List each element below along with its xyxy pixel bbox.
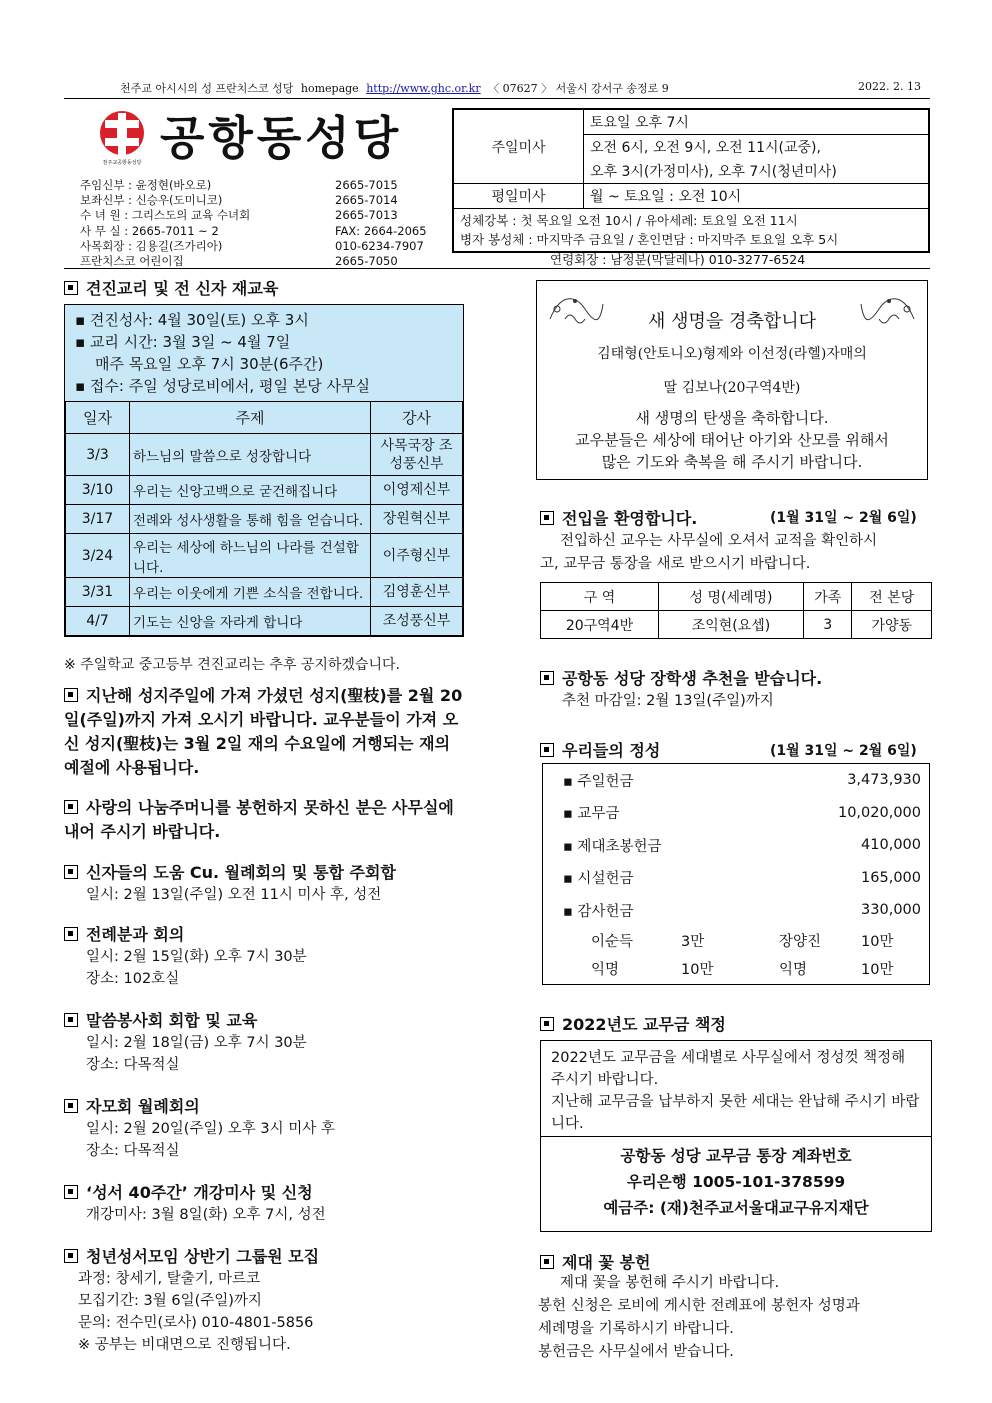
mass-schedule bbox=[452, 108, 930, 253]
flowers-heading: 제대 꽃 봉헌 bbox=[540, 1250, 650, 1273]
offering-row bbox=[543, 797, 929, 830]
donor-name: 장양진 bbox=[779, 934, 822, 950]
offerings-box bbox=[542, 763, 930, 985]
palm-notice: 지난해 성지주일에 가져 가셨던 성지(聖枝)를 2월 20일(주일)까지 가져 오시기 바랍니다. 교우분들이 가져 오신 성지(聖枝)는 3월 2일 재의 수요일에 거행되는 재의 예절에 사용됩니다. bbox=[64, 686, 463, 777]
staff-role: 주임신부 : 윤정현(바오로) bbox=[80, 178, 212, 192]
staff-role: 보좌신부 : 신승우(도미니코) bbox=[80, 193, 223, 208]
new-life-parents: 김태형(안토니오)형제와 이선정(라헬)자매의 bbox=[597, 346, 867, 362]
mass-note: 병자 봉성체 : 마지막주 금요일 / 혼인면담 : 마지막주 토요일 오후 5시 bbox=[460, 232, 839, 247]
offering-row bbox=[543, 862, 929, 895]
offering-row bbox=[543, 894, 929, 927]
session-topic: 우리는 이웃에게 기쁜 소식을 전합니다. bbox=[130, 578, 371, 607]
donor-row bbox=[543, 955, 929, 983]
homepage-label: homepage bbox=[300, 82, 359, 95]
session-topic: 우리는 세상에 하느님의 나라를 건설합니다. bbox=[130, 534, 371, 578]
table-row bbox=[66, 607, 463, 636]
bullet-box-icon bbox=[540, 743, 554, 757]
staff-phone: 2665-7014 bbox=[335, 193, 398, 208]
sunday-mass-time: 오후 3시(가정미사), 오후 7시(청년미사) bbox=[584, 159, 929, 184]
donor-amount: 3만 bbox=[681, 934, 705, 950]
staff-row bbox=[80, 239, 427, 254]
staff-row bbox=[80, 193, 427, 208]
new-life-box bbox=[536, 280, 928, 480]
bullet-box-icon bbox=[64, 927, 78, 941]
bullet-box-icon bbox=[64, 1249, 78, 1263]
meeting-heading bbox=[64, 1094, 200, 1117]
offering-amount: 3,473,930 bbox=[847, 772, 921, 789]
offering-amount: 10,020,000 bbox=[837, 804, 921, 821]
parish-full-name: 천주교 아시시의 성 프란치스코 성당 bbox=[120, 82, 294, 95]
column-header: 강사 bbox=[371, 402, 463, 434]
meeting-detail: 일시: 2월 18일(금) 오후 7시 30분 bbox=[86, 1035, 307, 1051]
donor-name: 익명 bbox=[591, 962, 620, 978]
table-row bbox=[541, 611, 932, 639]
bullet-box-icon bbox=[64, 688, 78, 702]
offerings-period: (1월 31일 ~ 2월 6일) bbox=[770, 743, 917, 759]
catechism-table bbox=[65, 401, 463, 636]
session-topic: 우리는 신앙고백으로 굳건해집니다 bbox=[130, 476, 371, 505]
catechism-info: ▪ 견진성사: 4월 30일(토) 오후 3시 bbox=[75, 311, 309, 329]
meeting-detail: 일시: 2월 13일(주일) 오전 11시 미사 후, 성전 bbox=[86, 887, 382, 903]
new-life-child: 딸 김보나(20구역4반) bbox=[663, 380, 801, 396]
dues-heading: 2022년도 교무금 책정 bbox=[540, 1012, 726, 1035]
table-row bbox=[66, 476, 463, 505]
bullet-box-icon bbox=[64, 865, 78, 879]
staff-phone: 2665-7013 bbox=[335, 208, 398, 223]
column-header: 일자 bbox=[66, 402, 130, 434]
account-number: 우리은행 1005-101-378599 bbox=[626, 1173, 846, 1191]
table-row bbox=[66, 505, 463, 534]
meeting-detail: 장소: 102호실 bbox=[86, 971, 180, 987]
staff-directory bbox=[80, 178, 427, 269]
weekday-mass-label: 평일미사 bbox=[454, 184, 584, 209]
table-cell: 3 bbox=[804, 611, 852, 639]
flourish-icon bbox=[859, 289, 919, 329]
meeting-heading bbox=[64, 922, 184, 945]
catechism-info: 매주 목요일 오후 7시 30분(6주간) bbox=[95, 355, 324, 373]
catechism-note: ※ 주일학교 중고등부 견진교리는 추후 공지하겠습니다. bbox=[64, 657, 400, 673]
table-cell: 가양동 bbox=[852, 611, 932, 639]
table-row bbox=[66, 434, 463, 476]
offering-label: ▪ 교무금 bbox=[563, 806, 620, 823]
meeting-detail: 과정: 창세기, 탈출기, 마르코 bbox=[78, 1271, 261, 1287]
offering-label: ▪ 제대초봉헌금 bbox=[563, 838, 662, 855]
offering-amount: 330,000 bbox=[861, 902, 921, 919]
staff-role: 사 무 실 : 2665-7011 ~ 2 bbox=[80, 223, 219, 238]
table-row bbox=[66, 578, 463, 607]
staff-phone: 2665-7050 bbox=[335, 254, 398, 269]
catechism-box bbox=[64, 304, 464, 637]
mass-note: 성체강복 : 첫 목요일 오전 10시 / 유아세례: 토요일 오전 11시 bbox=[460, 213, 798, 228]
session-topic: 기도는 신앙을 자라게 합니다 bbox=[130, 607, 371, 636]
staff-row bbox=[80, 254, 427, 269]
session-teacher: 이주형신부 bbox=[371, 534, 463, 578]
bullet-box-icon bbox=[64, 1185, 78, 1199]
bullet-box-icon bbox=[64, 800, 78, 814]
sunday-mass-time: 오전 6시, 오전 9시, 오전 11시(교중), bbox=[584, 135, 929, 160]
meeting-detail: 일시: 2월 15일(화) 오후 7시 30분 bbox=[86, 949, 307, 965]
page-title: 공항동성당 bbox=[160, 111, 403, 165]
sharing-notice: 사랑의 나눔주머니를 봉헌하지 못하신 분은 사무실에 내어 주시기 바랍니다. bbox=[64, 798, 454, 841]
offering-row bbox=[543, 764, 929, 797]
newcomer-table bbox=[540, 582, 932, 639]
bullet-box-icon bbox=[64, 1013, 78, 1027]
section-divider bbox=[64, 268, 930, 269]
meeting-heading bbox=[64, 1180, 313, 1203]
staff-phone: FAX: 2664-2065 bbox=[335, 223, 427, 238]
meeting-title: ‘성서 40주간’ 개강미사 및 신청 bbox=[86, 1183, 313, 1202]
flourish-icon bbox=[545, 289, 605, 329]
bullet-box-icon bbox=[540, 671, 554, 685]
table-cell: 조익현(요셉) bbox=[658, 611, 803, 639]
meeting-title: 말씀봉사회 회합 및 교육 bbox=[86, 1011, 258, 1030]
new-life-line: 많은 기도와 축복을 해 주시기 바랍니다. bbox=[601, 453, 863, 471]
offering-label: ▪ 주일헌금 bbox=[563, 773, 634, 790]
staff-role: 수 녀 원 : 그리스도의 교육 수녀회 bbox=[80, 208, 251, 223]
meeting-detail: 장소: 다목적실 bbox=[86, 1143, 180, 1159]
scholarship-text: 추천 마감일: 2월 13일(주일)까지 bbox=[562, 693, 774, 709]
flowers-text: 제대 꽃을 봉헌해 주시기 바랍니다. bbox=[560, 1275, 780, 1291]
session-teacher: 김영훈신부 bbox=[371, 578, 463, 607]
offerings-heading: 우리들의 정성 bbox=[540, 738, 660, 761]
flowers-text: 세례명을 기록하시기 바랍니다. bbox=[538, 1321, 734, 1337]
bullet-box-icon bbox=[540, 511, 554, 525]
donor-name: 익명 bbox=[779, 962, 808, 978]
welcome-heading: 전입을 환영합니다. bbox=[540, 506, 697, 529]
donor-amount: 10만 bbox=[681, 962, 714, 978]
catechism-info: ▪ 교리 시간: 3월 3일 ~ 4월 7일 bbox=[75, 333, 291, 351]
meeting-title: 청년성서모임 상반기 그룹원 모집 bbox=[86, 1247, 320, 1266]
issue-date: 2022. 2. 13 bbox=[858, 80, 921, 93]
address: 〈 07627 〉 서울시 강서구 송정로 9 bbox=[488, 82, 669, 95]
session-date: 3/24 bbox=[66, 534, 130, 578]
session-date: 3/31 bbox=[66, 578, 130, 607]
new-life-title: 새 생명을 경축합니다 bbox=[648, 311, 816, 332]
catechism-heading: 견진교리 및 전 신자 재교육 bbox=[64, 276, 278, 299]
account-title: 공항동 성당 교무금 통장 계좌번호 bbox=[620, 1147, 852, 1165]
session-teacher: 조성풍신부 bbox=[371, 607, 463, 636]
meeting-detail: 모집기간: 3월 6일(주일)까지 bbox=[78, 1293, 262, 1309]
meeting-detail: 장소: 다목적실 bbox=[86, 1057, 180, 1073]
svg-text:천주교공항동성당: 천주교공항동성당 bbox=[102, 160, 142, 166]
offering-label: ▪ 감사헌금 bbox=[563, 903, 634, 920]
bullet-box-icon bbox=[64, 1099, 78, 1113]
offering-amount: 410,000 bbox=[861, 837, 921, 854]
session-teacher: 장원혁신부 bbox=[371, 505, 463, 534]
meeting-heading bbox=[64, 1008, 257, 1031]
parish-logo-icon bbox=[95, 108, 150, 166]
column-header: 주제 bbox=[130, 402, 371, 434]
flowers-text: 봉헌금은 사무실에서 받습니다. bbox=[538, 1344, 734, 1360]
bullet-box-icon bbox=[540, 1255, 554, 1269]
session-topic: 하느님의 말씀으로 성장합니다 bbox=[130, 434, 371, 476]
session-date: 3/10 bbox=[66, 476, 130, 505]
sunday-mass-time: 토요일 오후 7시 bbox=[584, 110, 929, 135]
session-topic: 전례와 성사생활을 통해 힘을 얻습니다. bbox=[130, 505, 371, 534]
session-teacher: 이영제신부 bbox=[371, 476, 463, 505]
new-life-line: 새 생명의 탄생을 축하합니다. bbox=[635, 409, 829, 427]
dues-box bbox=[540, 1040, 932, 1232]
table-cell: 20구역4반 bbox=[541, 611, 659, 639]
header-line bbox=[120, 80, 673, 96]
bullet-box-icon bbox=[540, 1017, 554, 1031]
staff-role: 사목회장 : 김용길(즈가리아) bbox=[80, 238, 223, 253]
flowers-text: 봉헌 신청은 로비에 게시한 전례표에 봉헌자 성명과 bbox=[538, 1298, 860, 1314]
meeting-detail: 문의: 전수민(로사) 010-4801-5856 bbox=[78, 1315, 314, 1331]
staff-row bbox=[80, 178, 427, 193]
session-date: 3/17 bbox=[66, 505, 130, 534]
donor-row bbox=[543, 927, 929, 955]
meeting-heading bbox=[64, 860, 396, 883]
scholarship-heading: 공항동 성당 장학생 추천을 받습니다. bbox=[540, 666, 822, 689]
bullet-box-icon bbox=[64, 281, 78, 295]
funeral-society-contact: 연령회장 : 남정분(막달레나) 010-3277-6524 bbox=[550, 252, 806, 267]
donor-amount: 10만 bbox=[861, 962, 894, 978]
account-holder: 예금주: (재)천주교서울대교구유지재단 bbox=[603, 1199, 869, 1217]
staff-row bbox=[80, 224, 427, 239]
weekday-mass-time: 월 ~ 토요일 : 오전 10시 bbox=[584, 184, 929, 209]
sunday-mass-label: 주일미사 bbox=[454, 110, 584, 184]
welcome-text: 전입하신 교우는 사무실에 오셔서 교적을 확인하시 bbox=[560, 533, 878, 549]
catechism-info: ▪ 접수: 주일 성당로비에서, 평일 본당 사무실 bbox=[75, 377, 370, 395]
column-header: 전 본당 bbox=[852, 583, 932, 611]
staff-phone: 010-6234-7907 bbox=[335, 238, 424, 253]
session-date: 3/3 bbox=[66, 434, 130, 476]
meeting-heading bbox=[64, 1244, 319, 1267]
offering-row bbox=[543, 829, 929, 862]
donor-amount: 10만 bbox=[861, 934, 894, 950]
staff-row bbox=[80, 208, 427, 223]
dues-text: 지난해 교무금을 납부하지 못한 세대는 완납해 주시기 바랍니다. bbox=[551, 1094, 920, 1132]
meeting-title: 전례분과 회의 bbox=[86, 925, 185, 944]
meeting-detail: 개강미사: 3월 8일(화) 오후 7시, 성전 bbox=[86, 1207, 326, 1223]
welcome-text: 고, 교무금 통장을 새로 받으시기 바랍니다. bbox=[540, 556, 811, 572]
meeting-title: 자모회 월례회의 bbox=[86, 1097, 200, 1116]
staff-role: 프란치스코 어린이집 bbox=[80, 254, 184, 269]
meeting-title: 신자들의 도움 Cu. 월례회의 및 통합 주회합 bbox=[86, 863, 396, 882]
table-row bbox=[66, 534, 463, 578]
session-teacher: 사목국장 조성풍신부 bbox=[371, 434, 463, 476]
session-date: 4/7 bbox=[66, 607, 130, 636]
offering-label: ▪ 시설헌금 bbox=[563, 871, 634, 888]
meeting-detail: ※ 공부는 비대면으로 진행됩니다. bbox=[78, 1337, 291, 1353]
dues-text: 2022년도 교무금을 세대별로 사무실에서 정성껏 책정해 주시기 바랍니다. bbox=[551, 1050, 906, 1088]
column-header: 성 명(세례명) bbox=[658, 583, 803, 611]
column-header: 구 역 bbox=[541, 583, 659, 611]
meeting-detail: 일시: 2월 20일(주일) 오후 3시 미사 후 bbox=[86, 1121, 335, 1137]
new-life-line: 교우분들은 세상에 태어난 아기와 산모를 위해서 bbox=[575, 431, 889, 449]
staff-phone: 2665-7015 bbox=[335, 178, 398, 192]
welcome-period: (1월 31일 ~ 2월 6일) bbox=[770, 510, 917, 526]
header-divider bbox=[64, 98, 930, 99]
donor-name: 이순득 bbox=[591, 934, 634, 950]
offering-amount: 165,000 bbox=[861, 869, 921, 886]
homepage-link[interactable]: http://www.ghc.or.kr bbox=[366, 82, 481, 95]
column-header: 가족 bbox=[804, 583, 852, 611]
